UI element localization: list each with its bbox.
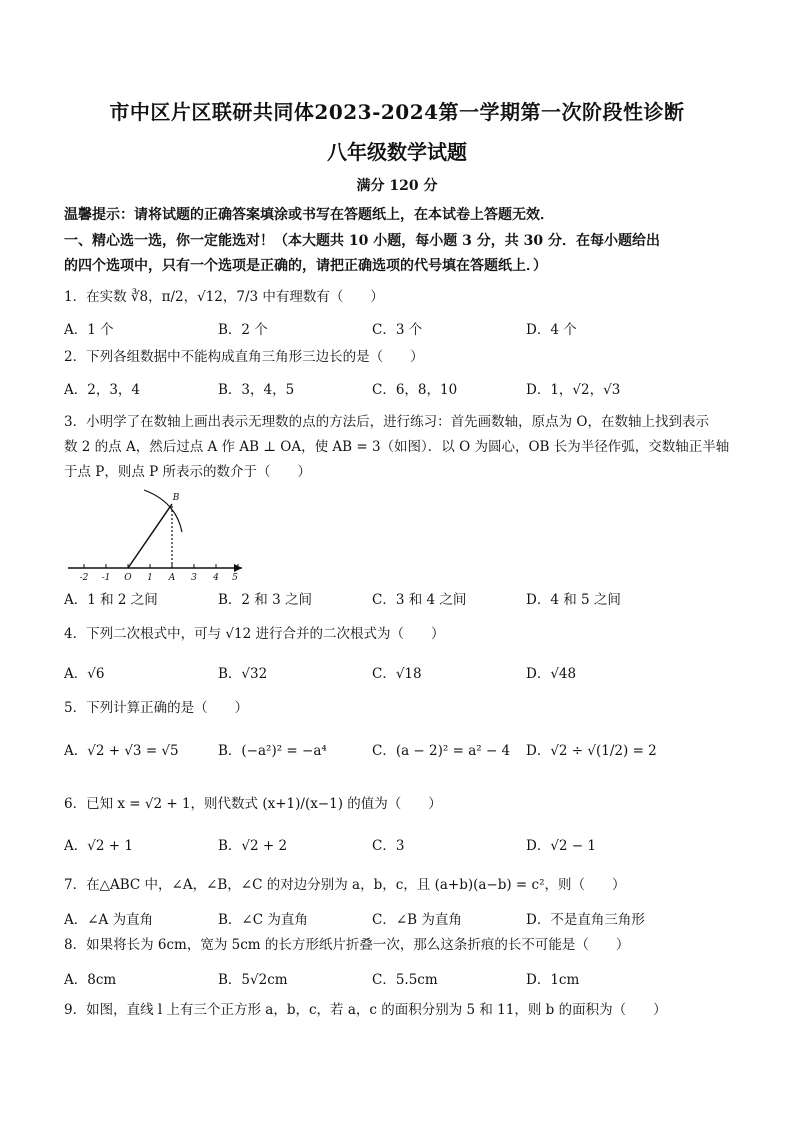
- question-2-option-c[interactable]: C．6，8，10: [372, 382, 458, 398]
- question-3-stem-line2: 数 2 的点 A，然后过点 A 作 AB ⊥ OA，使 AB = 3（如图）．以 O 为圆心，OB 长为半径作弧，交数轴正半轴: [64, 439, 730, 455]
- question-4-option-a[interactable]: A．√6: [64, 666, 105, 682]
- question-3-option-d[interactable]: D．4 和 5 之间: [526, 592, 621, 608]
- question-1-stem: 1．在实数 ∛8，π/2，√12，7/3 中有理数有（ ）: [64, 289, 384, 305]
- exam-title: 市中区片区联研共同体2023-2024第一学期第一次阶段性诊断: [109, 100, 685, 124]
- question-4-stem: 4．下列二次根式中，可与 √12 进行合并的二次根式为（ ）: [64, 626, 445, 642]
- question-3-stem-line3: 于点 P，则点 P 所表示的数介于（ ）: [64, 464, 312, 480]
- tick-label-minus2: -2: [79, 573, 89, 583]
- tick-label-4: 4: [213, 573, 219, 583]
- question-8-option-a[interactable]: A．8cm: [64, 972, 117, 988]
- tip-text: 温馨提示：请将试题的正确答案填涂或书写在答题纸上，在本试卷上答题无效．: [64, 207, 554, 223]
- question-2-option-b[interactable]: B．3，4，5: [218, 382, 295, 398]
- question-6-option-b[interactable]: B．√2 + 2: [218, 838, 288, 854]
- question-6-option-d[interactable]: D．√2 − 1: [526, 838, 596, 854]
- question-5-option-c[interactable]: C．(a − 2)² = a² − 4: [372, 743, 511, 759]
- question-7-stem: 7．在△ABC 中，∠A，∠B，∠C 的对边分别为 a，b，c，且 (a+b)(a−b) = c²，则（ ）: [64, 877, 626, 893]
- question-6-option-c[interactable]: C．3: [372, 838, 405, 854]
- question-2-option-d[interactable]: D．1，√2，√3: [526, 382, 621, 398]
- question-5-option-b[interactable]: B．(−a²)² = −a⁴: [218, 743, 327, 759]
- question-3-option-c[interactable]: C．3 和 4 之间: [372, 592, 467, 608]
- question-2-option-a[interactable]: A．2，3，4: [64, 382, 141, 398]
- tick-label-3: 3: [191, 573, 197, 583]
- tick-label-5: 5: [232, 573, 238, 583]
- question-4-option-c[interactable]: C．√18: [372, 666, 422, 682]
- question-7-option-c[interactable]: C．∠B 为直角: [372, 912, 462, 928]
- question-9-stem: 9．如图，直线 l 上有三个正方形 a，b，c，若 a，c 的面积分别为 5 和 11，则 b 的面积为（ ）: [64, 1002, 667, 1018]
- question-8-option-c[interactable]: C．5.5cm: [372, 972, 438, 988]
- question-7-option-a[interactable]: A．∠A 为直角: [64, 912, 154, 928]
- tick-label-a: A: [168, 573, 176, 583]
- question-2-stem: 2．下列各组数据中不能构成直角三角形三边长的是（ ）: [64, 349, 424, 365]
- question-3-option-b[interactable]: B．2 和 3 之间: [218, 592, 312, 608]
- tick-label-minus1: -1: [101, 573, 111, 583]
- question-5-stem: 5．下列计算正确的是（ ）: [64, 700, 249, 716]
- point-b-label: B: [172, 493, 180, 503]
- section1-instructions-line1: 一、精心选一选，你一定能选对！（本大题共 10 小题，每小题 3 分，共 30 分．在每小题给出: [64, 233, 660, 249]
- question-8-option-d[interactable]: D．1cm: [526, 972, 580, 988]
- question-8-stem: 8．如果将长为 6cm，宽为 5cm 的长方形纸片折叠一次，那么这条折痕的长不可能是（ ）: [64, 937, 630, 953]
- tick-label-o: O: [124, 573, 132, 583]
- exam-subtitle: 八年级数学试题: [327, 140, 467, 164]
- segment-ob: [128, 504, 172, 568]
- number-line-figure: [64, 484, 244, 584]
- question-4-option-d[interactable]: D．√48: [526, 666, 577, 682]
- question-5-option-d[interactable]: D．√2 ÷ √(1/2) = 2: [526, 743, 657, 759]
- question-1-option-d[interactable]: D．4 个: [526, 322, 577, 338]
- question-1-option-c[interactable]: C．3 个: [372, 322, 423, 338]
- question-5-option-a[interactable]: A．√2 + √3 = √5: [64, 743, 179, 759]
- question-6-stem: 6．已知 x = √2 + 1，则代数式 (x+1)/(x−1) 的值为（ ）: [64, 796, 442, 812]
- tick-label-1: 1: [147, 573, 153, 583]
- section1-instructions-line2: 的四个选项中，只有一个选项是正确的，请把正确选项的代号填在答题纸上．）: [64, 258, 547, 274]
- full-score: 满分 120 分: [356, 178, 438, 194]
- question-3-option-a[interactable]: A．1 和 2 之间: [64, 592, 158, 608]
- question-8-option-b[interactable]: B．5√2cm: [218, 972, 288, 988]
- question-7-option-d[interactable]: D．不是直角三角形: [526, 912, 645, 928]
- question-3-stem-line1: 3．小明学了在数轴上画出表示无理数的点的方法后，进行练习：首先画数轴，原点为 O，在数轴上找到表示: [64, 414, 709, 430]
- question-6-option-a[interactable]: A．√2 + 1: [64, 838, 133, 854]
- question-7-option-b[interactable]: B．∠C 为直角: [218, 912, 308, 928]
- question-1-option-a[interactable]: A．1 个: [64, 322, 114, 338]
- question-4-option-b[interactable]: B．√32: [218, 666, 268, 682]
- question-1-option-b[interactable]: B．2 个: [218, 322, 268, 338]
